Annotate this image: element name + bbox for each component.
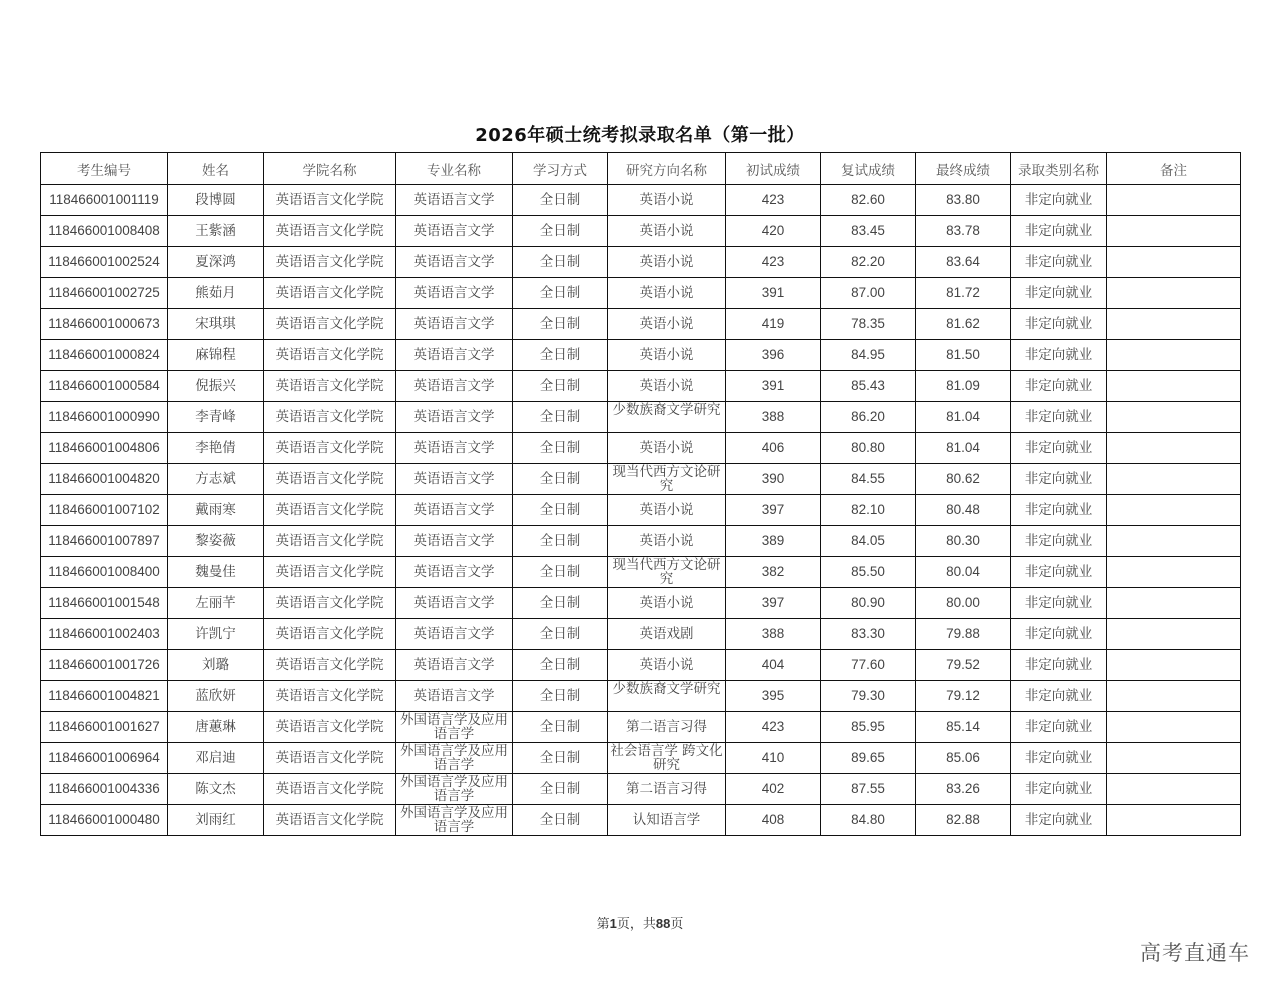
exam-id-cell: 118466001001119	[41, 185, 168, 216]
admission-category-cell: 非定向就业	[1011, 743, 1107, 774]
remark-cell	[1107, 340, 1241, 371]
table-header-row	[41, 153, 1241, 185]
column-header-study-mode: 学习方式	[513, 153, 608, 185]
study-mode-cell: 全日制	[513, 433, 608, 464]
final-score-cell: 83.78	[916, 216, 1011, 247]
college-cell: 英语语言文化学院	[264, 557, 396, 588]
research-direction-cell	[608, 681, 726, 712]
exam-id-cell: 118466001007897	[41, 526, 168, 557]
research-direction-cell	[608, 557, 726, 588]
retest-score-cell: 89.65	[821, 743, 916, 774]
study-mode-cell: 全日制	[513, 526, 608, 557]
study-mode-cell: 全日制	[513, 743, 608, 774]
name-cell: 邓启迪	[168, 743, 264, 774]
name-cell: 王紫涵	[168, 216, 264, 247]
final-score-cell: 81.72	[916, 278, 1011, 309]
research-direction-cell: 英语小说	[608, 650, 726, 681]
research-direction-cell: 英语小说	[608, 185, 726, 216]
name-cell: 黎姿薇	[168, 526, 264, 557]
prelim-score-cell: 420	[726, 216, 821, 247]
name-cell: 魏曼佳	[168, 557, 264, 588]
total-pages: 88	[655, 916, 671, 931]
final-score-cell: 83.80	[916, 185, 1011, 216]
retest-score-cell: 80.80	[821, 433, 916, 464]
study-mode-cell: 全日制	[513, 340, 608, 371]
research-direction-cell: 第二语言习得	[608, 774, 726, 805]
name-cell: 麻锦程	[168, 340, 264, 371]
retest-score-cell: 82.10	[821, 495, 916, 526]
college-cell: 英语语言文化学院	[264, 340, 396, 371]
exam-id-cell: 118466001004820	[41, 464, 168, 495]
prelim-score-cell: 388	[726, 402, 821, 433]
column-header-name: 姓名	[168, 153, 264, 185]
retest-score-cell: 82.60	[821, 185, 916, 216]
final-score-cell: 81.04	[916, 433, 1011, 464]
college-cell: 英语语言文化学院	[264, 247, 396, 278]
major-cell: 英语语言文学	[396, 526, 513, 557]
column-header-retest-score: 复试成绩	[821, 153, 916, 185]
name-cell: 刘璐	[168, 650, 264, 681]
major-cell	[396, 712, 513, 743]
admission-category-cell: 非定向就业	[1011, 619, 1107, 650]
research-direction-cell: 英语小说	[608, 433, 726, 464]
name-cell: 宋琪琪	[168, 309, 264, 340]
admission-table	[40, 152, 1241, 836]
name-cell: 方志斌	[168, 464, 264, 495]
final-score-cell: 81.09	[916, 371, 1011, 402]
research-direction-cell: 认知语言学	[608, 805, 726, 836]
table-row	[41, 650, 1241, 681]
prelim-score-cell: 404	[726, 650, 821, 681]
retest-score-cell: 86.20	[821, 402, 916, 433]
study-mode-cell: 全日制	[513, 774, 608, 805]
remark-cell	[1107, 526, 1241, 557]
exam-id-cell: 118466001002403	[41, 619, 168, 650]
research-direction-cell: 英语小说	[608, 495, 726, 526]
column-header-research-direction: 研究方向名称	[608, 153, 726, 185]
college-cell: 英语语言文化学院	[264, 743, 396, 774]
research-direction-cell: 英语戏剧	[608, 619, 726, 650]
remark-cell	[1107, 495, 1241, 526]
exam-id-cell: 118466001001548	[41, 588, 168, 619]
major-cell: 英语语言文学	[396, 650, 513, 681]
admission-category-cell: 非定向就业	[1011, 402, 1107, 433]
final-score-cell: 80.00	[916, 588, 1011, 619]
major-cell: 英语语言文学	[396, 495, 513, 526]
major-cell: 英语语言文学	[396, 681, 513, 712]
prelim-score-cell: 388	[726, 619, 821, 650]
admission-category-cell: 非定向就业	[1011, 681, 1107, 712]
research-direction-cell-text: 现当代西方文论研究	[612, 464, 721, 494]
prelim-score-cell: 419	[726, 309, 821, 340]
major-cell: 英语语言文学	[396, 247, 513, 278]
study-mode-cell: 全日制	[513, 495, 608, 526]
admission-category-cell: 非定向就业	[1011, 433, 1107, 464]
major-cell: 英语语言文学	[396, 557, 513, 588]
remark-cell	[1107, 185, 1241, 216]
final-score-cell: 85.14	[916, 712, 1011, 743]
footer-suffix: 页	[670, 917, 684, 932]
table-row	[41, 309, 1241, 340]
college-cell: 英语语言文化学院	[264, 805, 396, 836]
remark-cell	[1107, 278, 1241, 309]
study-mode-cell: 全日制	[513, 402, 608, 433]
research-direction-cell: 英语小说	[608, 278, 726, 309]
final-score-cell: 81.50	[916, 340, 1011, 371]
major-cell-text: 外国语言学及应用语言学	[400, 712, 508, 742]
table-body	[41, 185, 1241, 836]
footer-middle: 页，共	[616, 917, 656, 932]
retest-score-cell: 85.43	[821, 371, 916, 402]
remark-cell	[1107, 588, 1241, 619]
prelim-score-cell: 406	[726, 433, 821, 464]
remark-cell	[1107, 650, 1241, 681]
prelim-score-cell: 402	[726, 774, 821, 805]
prelim-score-cell: 395	[726, 681, 821, 712]
exam-id-cell: 118466001006964	[41, 743, 168, 774]
column-header-prelim-score: 初试成绩	[726, 153, 821, 185]
research-direction-cell	[608, 402, 726, 433]
table-row	[41, 526, 1241, 557]
admission-category-cell: 非定向就业	[1011, 216, 1107, 247]
name-cell: 李艳倩	[168, 433, 264, 464]
table-row	[41, 402, 1241, 433]
college-cell: 英语语言文化学院	[264, 216, 396, 247]
major-cell: 英语语言文学	[396, 278, 513, 309]
prelim-score-cell: 423	[726, 247, 821, 278]
admission-category-cell: 非定向就业	[1011, 371, 1107, 402]
admission-category-cell: 非定向就业	[1011, 557, 1107, 588]
remark-cell	[1107, 464, 1241, 495]
exam-id-cell: 118466001002524	[41, 247, 168, 278]
name-cell: 熊茹月	[168, 278, 264, 309]
study-mode-cell: 全日制	[513, 619, 608, 650]
college-cell: 英语语言文化学院	[264, 681, 396, 712]
exam-id-cell: 118466001008408	[41, 216, 168, 247]
admission-category-cell: 非定向就业	[1011, 309, 1107, 340]
research-direction-cell: 英语小说	[608, 247, 726, 278]
major-cell	[396, 805, 513, 836]
retest-score-cell: 84.05	[821, 526, 916, 557]
college-cell: 英语语言文化学院	[264, 712, 396, 743]
column-header-final-score: 最终成绩	[916, 153, 1011, 185]
admission-category-cell: 非定向就业	[1011, 712, 1107, 743]
remark-cell	[1107, 216, 1241, 247]
research-direction-cell-text: 少数族裔文学研究	[612, 681, 721, 697]
exam-id-cell: 118466001000673	[41, 309, 168, 340]
research-direction-cell: 第二语言习得	[608, 712, 726, 743]
retest-score-cell: 82.20	[821, 247, 916, 278]
exam-id-cell: 118466001004821	[41, 681, 168, 712]
name-cell: 段博圆	[168, 185, 264, 216]
table-row	[41, 805, 1241, 836]
table-row	[41, 371, 1241, 402]
major-cell: 英语语言文学	[396, 433, 513, 464]
research-direction-cell-text: 少数族裔文学研究	[612, 402, 721, 418]
college-cell: 英语语言文化学院	[264, 526, 396, 557]
prelim-score-cell: 382	[726, 557, 821, 588]
admission-category-cell: 非定向就业	[1011, 650, 1107, 681]
admission-category-cell: 非定向就业	[1011, 805, 1107, 836]
study-mode-cell: 全日制	[513, 712, 608, 743]
remark-cell	[1107, 402, 1241, 433]
footer-prefix: 第	[596, 917, 610, 932]
major-cell	[396, 774, 513, 805]
study-mode-cell: 全日制	[513, 464, 608, 495]
final-score-cell: 83.26	[916, 774, 1011, 805]
study-mode-cell: 全日制	[513, 805, 608, 836]
remark-cell	[1107, 743, 1241, 774]
major-cell: 英语语言文学	[396, 309, 513, 340]
prelim-score-cell: 390	[726, 464, 821, 495]
final-score-cell: 80.62	[916, 464, 1011, 495]
study-mode-cell: 全日制	[513, 278, 608, 309]
college-cell: 英语语言文化学院	[264, 464, 396, 495]
name-cell: 刘雨红	[168, 805, 264, 836]
major-cell: 英语语言文学	[396, 216, 513, 247]
table-row	[41, 216, 1241, 247]
prelim-score-cell: 408	[726, 805, 821, 836]
final-score-cell: 79.12	[916, 681, 1011, 712]
final-score-cell: 80.48	[916, 495, 1011, 526]
study-mode-cell: 全日制	[513, 681, 608, 712]
final-score-cell: 81.04	[916, 402, 1011, 433]
college-cell: 英语语言文化学院	[264, 619, 396, 650]
research-direction-cell: 英语小说	[608, 216, 726, 247]
college-cell: 英语语言文化学院	[264, 309, 396, 340]
study-mode-cell: 全日制	[513, 650, 608, 681]
remark-cell	[1107, 681, 1241, 712]
table-row	[41, 464, 1241, 495]
research-direction-cell: 英语小说	[608, 526, 726, 557]
name-cell: 左丽芊	[168, 588, 264, 619]
major-cell-text: 外国语言学及应用语言学	[400, 805, 508, 835]
admission-category-cell: 非定向就业	[1011, 247, 1107, 278]
admission-category-cell: 非定向就业	[1011, 185, 1107, 216]
retest-score-cell: 87.00	[821, 278, 916, 309]
admission-category-cell: 非定向就业	[1011, 340, 1107, 371]
research-direction-cell: 英语小说	[608, 309, 726, 340]
table-row	[41, 278, 1241, 309]
research-direction-cell: 英语小说	[608, 340, 726, 371]
exam-id-cell: 118466001002725	[41, 278, 168, 309]
research-direction-cell-text: 社会语言学 跨文化研究	[610, 743, 723, 773]
major-cell: 英语语言文学	[396, 185, 513, 216]
remark-cell	[1107, 805, 1241, 836]
column-header-major: 专业名称	[396, 153, 513, 185]
table-row	[41, 588, 1241, 619]
name-cell: 陈文杰	[168, 774, 264, 805]
final-score-cell: 81.62	[916, 309, 1011, 340]
admission-category-cell: 非定向就业	[1011, 774, 1107, 805]
exam-id-cell: 118466001007102	[41, 495, 168, 526]
major-cell: 英语语言文学	[396, 464, 513, 495]
exam-id-cell: 118466001000824	[41, 340, 168, 371]
prelim-score-cell: 423	[726, 712, 821, 743]
major-cell: 英语语言文学	[396, 371, 513, 402]
study-mode-cell: 全日制	[513, 185, 608, 216]
exam-id-cell: 118466001001627	[41, 712, 168, 743]
prelim-score-cell: 397	[726, 588, 821, 619]
exam-id-cell: 118466001000584	[41, 371, 168, 402]
name-cell: 许凯宁	[168, 619, 264, 650]
remark-cell	[1107, 247, 1241, 278]
college-cell: 英语语言文化学院	[264, 650, 396, 681]
current-page-number: 1	[609, 916, 617, 931]
remark-cell	[1107, 712, 1241, 743]
column-header-college: 学院名称	[264, 153, 396, 185]
column-header-exam-id: 考生编号	[41, 153, 168, 185]
prelim-score-cell: 423	[726, 185, 821, 216]
table-row	[41, 247, 1241, 278]
name-cell: 李青峰	[168, 402, 264, 433]
table-row	[41, 743, 1241, 774]
final-score-cell: 80.30	[916, 526, 1011, 557]
exam-id-cell: 118466001000990	[41, 402, 168, 433]
research-direction-cell: 英语小说	[608, 588, 726, 619]
college-cell: 英语语言文化学院	[264, 433, 396, 464]
name-cell: 戴雨寒	[168, 495, 264, 526]
admission-category-cell: 非定向就业	[1011, 464, 1107, 495]
remark-cell	[1107, 309, 1241, 340]
prelim-score-cell: 389	[726, 526, 821, 557]
final-score-cell: 85.06	[916, 743, 1011, 774]
exam-id-cell: 118466001000480	[41, 805, 168, 836]
retest-score-cell: 79.30	[821, 681, 916, 712]
remark-cell	[1107, 557, 1241, 588]
name-cell: 夏深鸿	[168, 247, 264, 278]
column-header-remark: 备注	[1107, 153, 1241, 185]
exam-id-cell: 118466001004806	[41, 433, 168, 464]
retest-score-cell: 77.60	[821, 650, 916, 681]
final-score-cell: 80.04	[916, 557, 1011, 588]
table-row	[41, 185, 1241, 216]
remark-cell	[1107, 774, 1241, 805]
study-mode-cell: 全日制	[513, 371, 608, 402]
research-direction-cell: 英语小说	[608, 371, 726, 402]
prelim-score-cell: 397	[726, 495, 821, 526]
table-row	[41, 557, 1241, 588]
retest-score-cell: 78.35	[821, 309, 916, 340]
prelim-score-cell: 391	[726, 278, 821, 309]
major-cell: 英语语言文学	[396, 619, 513, 650]
study-mode-cell: 全日制	[513, 588, 608, 619]
prelim-score-cell: 410	[726, 743, 821, 774]
retest-score-cell: 85.95	[821, 712, 916, 743]
table-row	[41, 712, 1241, 743]
major-cell: 英语语言文学	[396, 588, 513, 619]
admission-category-cell: 非定向就业	[1011, 495, 1107, 526]
college-cell: 英语语言文化学院	[264, 402, 396, 433]
retest-score-cell: 84.55	[821, 464, 916, 495]
retest-score-cell: 80.90	[821, 588, 916, 619]
admission-category-cell: 非定向就业	[1011, 526, 1107, 557]
retest-score-cell: 83.45	[821, 216, 916, 247]
study-mode-cell: 全日制	[513, 247, 608, 278]
admission-category-cell: 非定向就业	[1011, 588, 1107, 619]
study-mode-cell: 全日制	[513, 309, 608, 340]
table-row	[41, 495, 1241, 526]
table-row	[41, 340, 1241, 371]
name-cell: 唐蕙琳	[168, 712, 264, 743]
exam-id-cell: 118466001004336	[41, 774, 168, 805]
retest-score-cell: 85.50	[821, 557, 916, 588]
college-cell: 英语语言文化学院	[264, 588, 396, 619]
final-score-cell: 79.52	[916, 650, 1011, 681]
prelim-score-cell: 396	[726, 340, 821, 371]
retest-score-cell: 84.95	[821, 340, 916, 371]
table-row	[41, 433, 1241, 464]
remark-cell	[1107, 371, 1241, 402]
study-mode-cell: 全日制	[513, 557, 608, 588]
major-cell: 英语语言文学	[396, 340, 513, 371]
major-cell-text: 外国语言学及应用语言学	[400, 743, 508, 773]
research-direction-cell	[608, 464, 726, 495]
page-footer	[0, 913, 1280, 932]
final-score-cell: 83.64	[916, 247, 1011, 278]
college-cell: 英语语言文化学院	[264, 774, 396, 805]
research-direction-cell-text: 现当代西方文论研究	[612, 557, 721, 587]
retest-score-cell: 83.30	[821, 619, 916, 650]
document-title: 2026年硕士统考拟录取名单（第一批）	[475, 125, 805, 146]
table-row	[41, 619, 1241, 650]
table-row	[41, 774, 1241, 805]
college-cell: 英语语言文化学院	[264, 278, 396, 309]
major-cell	[396, 743, 513, 774]
exam-id-cell: 118466001008400	[41, 557, 168, 588]
admission-category-cell: 非定向就业	[1011, 278, 1107, 309]
final-score-cell: 79.88	[916, 619, 1011, 650]
research-direction-cell	[608, 743, 726, 774]
study-mode-cell: 全日制	[513, 216, 608, 247]
remark-cell	[1107, 619, 1241, 650]
name-cell: 倪振兴	[168, 371, 264, 402]
table-row	[41, 681, 1241, 712]
column-header-admission-category: 录取类别名称	[1011, 153, 1107, 185]
retest-score-cell: 87.55	[821, 774, 916, 805]
watermark: 高考直通车	[1140, 941, 1250, 965]
college-cell: 英语语言文化学院	[264, 371, 396, 402]
retest-score-cell: 84.80	[821, 805, 916, 836]
remark-cell	[1107, 433, 1241, 464]
major-cell-text: 外国语言学及应用语言学	[400, 774, 508, 804]
college-cell: 英语语言文化学院	[264, 185, 396, 216]
major-cell: 英语语言文学	[396, 402, 513, 433]
college-cell: 英语语言文化学院	[264, 495, 396, 526]
exam-id-cell: 118466001001726	[41, 650, 168, 681]
prelim-score-cell: 391	[726, 371, 821, 402]
final-score-cell: 82.88	[916, 805, 1011, 836]
name-cell: 蓝欣妍	[168, 681, 264, 712]
